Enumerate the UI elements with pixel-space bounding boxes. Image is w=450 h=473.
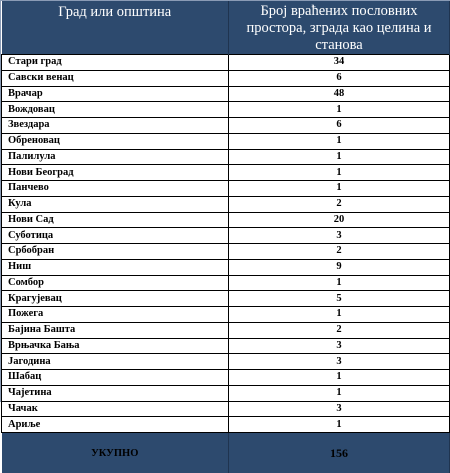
- count-cell: 5: [229, 291, 450, 307]
- city-name-cell: Шабац: [2, 370, 229, 386]
- table-row: [2, 181, 450, 197]
- total-label: УКУПНО: [2, 433, 229, 473]
- city-name-cell: Врачар: [2, 86, 229, 102]
- table-row: [2, 55, 450, 71]
- table-body: [2, 55, 450, 433]
- table-row: [2, 291, 450, 307]
- table-row: [2, 385, 450, 401]
- city-name-cell: Вождовац: [2, 102, 229, 118]
- restitution-table: [1, 1, 450, 473]
- city-name-cell: Суботица: [2, 228, 229, 244]
- count-cell: 3: [229, 338, 450, 354]
- city-name-cell: Ариље: [2, 417, 229, 433]
- count-cell: 1: [229, 385, 450, 401]
- city-name-cell: Кула: [2, 196, 229, 212]
- count-cell: 2: [229, 322, 450, 338]
- table-row: [2, 149, 450, 165]
- table-row: [2, 370, 450, 386]
- table-row: [2, 401, 450, 417]
- city-name-cell: Чајетина: [2, 385, 229, 401]
- count-cell: 1: [229, 149, 450, 165]
- table-row: [2, 212, 450, 228]
- table-row: [2, 70, 450, 86]
- city-name-cell: Палилула: [2, 149, 229, 165]
- city-name-cell: Сомбор: [2, 275, 229, 291]
- city-name-cell: Чачак: [2, 401, 229, 417]
- city-name-cell: Крагујевац: [2, 291, 229, 307]
- table-row: [2, 228, 450, 244]
- city-name-cell: Бајина Башта: [2, 322, 229, 338]
- count-cell: 1: [229, 307, 450, 323]
- count-cell: 1: [229, 133, 450, 149]
- count-cell: 3: [229, 354, 450, 370]
- count-cell: 3: [229, 228, 450, 244]
- count-cell: 48: [229, 86, 450, 102]
- city-name-cell: Пожега: [2, 307, 229, 323]
- header-count: Број враћених пословних простора, зграда као целина и станова: [229, 1, 450, 55]
- count-cell: 9: [229, 259, 450, 275]
- table-total-row: [2, 433, 450, 473]
- table-row: [2, 133, 450, 149]
- city-name-cell: Стари град: [2, 55, 229, 71]
- count-cell: 6: [229, 70, 450, 86]
- table-row: [2, 338, 450, 354]
- table-row: [2, 307, 450, 323]
- count-cell: 1: [229, 181, 450, 197]
- city-name-cell: Звездара: [2, 118, 229, 134]
- table-row: [2, 118, 450, 134]
- table-row: [2, 259, 450, 275]
- count-cell: 3: [229, 401, 450, 417]
- count-cell: 2: [229, 244, 450, 260]
- count-cell: 1: [229, 370, 450, 386]
- city-name-cell: Панчево: [2, 181, 229, 197]
- count-cell: 1: [229, 417, 450, 433]
- table-row: [2, 275, 450, 291]
- city-name-cell: Врњачка Бања: [2, 338, 229, 354]
- count-cell: 34: [229, 55, 450, 71]
- city-name-cell: Обреновац: [2, 133, 229, 149]
- city-name-cell: Савски венац: [2, 70, 229, 86]
- count-cell: 1: [229, 275, 450, 291]
- total-value: 156: [229, 433, 450, 473]
- city-name-cell: Нови Сад: [2, 212, 229, 228]
- table-row: [2, 354, 450, 370]
- header-city: Град или општина: [2, 1, 229, 55]
- city-name-cell: Нови Београд: [2, 165, 229, 181]
- city-name-cell: Јагодина: [2, 354, 229, 370]
- table-row: [2, 322, 450, 338]
- city-name-cell: Србобран: [2, 244, 229, 260]
- city-name-cell: Ниш: [2, 259, 229, 275]
- count-cell: 2: [229, 196, 450, 212]
- table-row: [2, 196, 450, 212]
- table-row: [2, 244, 450, 260]
- table-row: [2, 417, 450, 433]
- count-cell: 6: [229, 118, 450, 134]
- table-row: [2, 102, 450, 118]
- table-row: [2, 86, 450, 102]
- count-cell: 1: [229, 102, 450, 118]
- count-cell: 20: [229, 212, 450, 228]
- table-row: [2, 165, 450, 181]
- count-cell: 1: [229, 165, 450, 181]
- table-header-row: [2, 1, 450, 55]
